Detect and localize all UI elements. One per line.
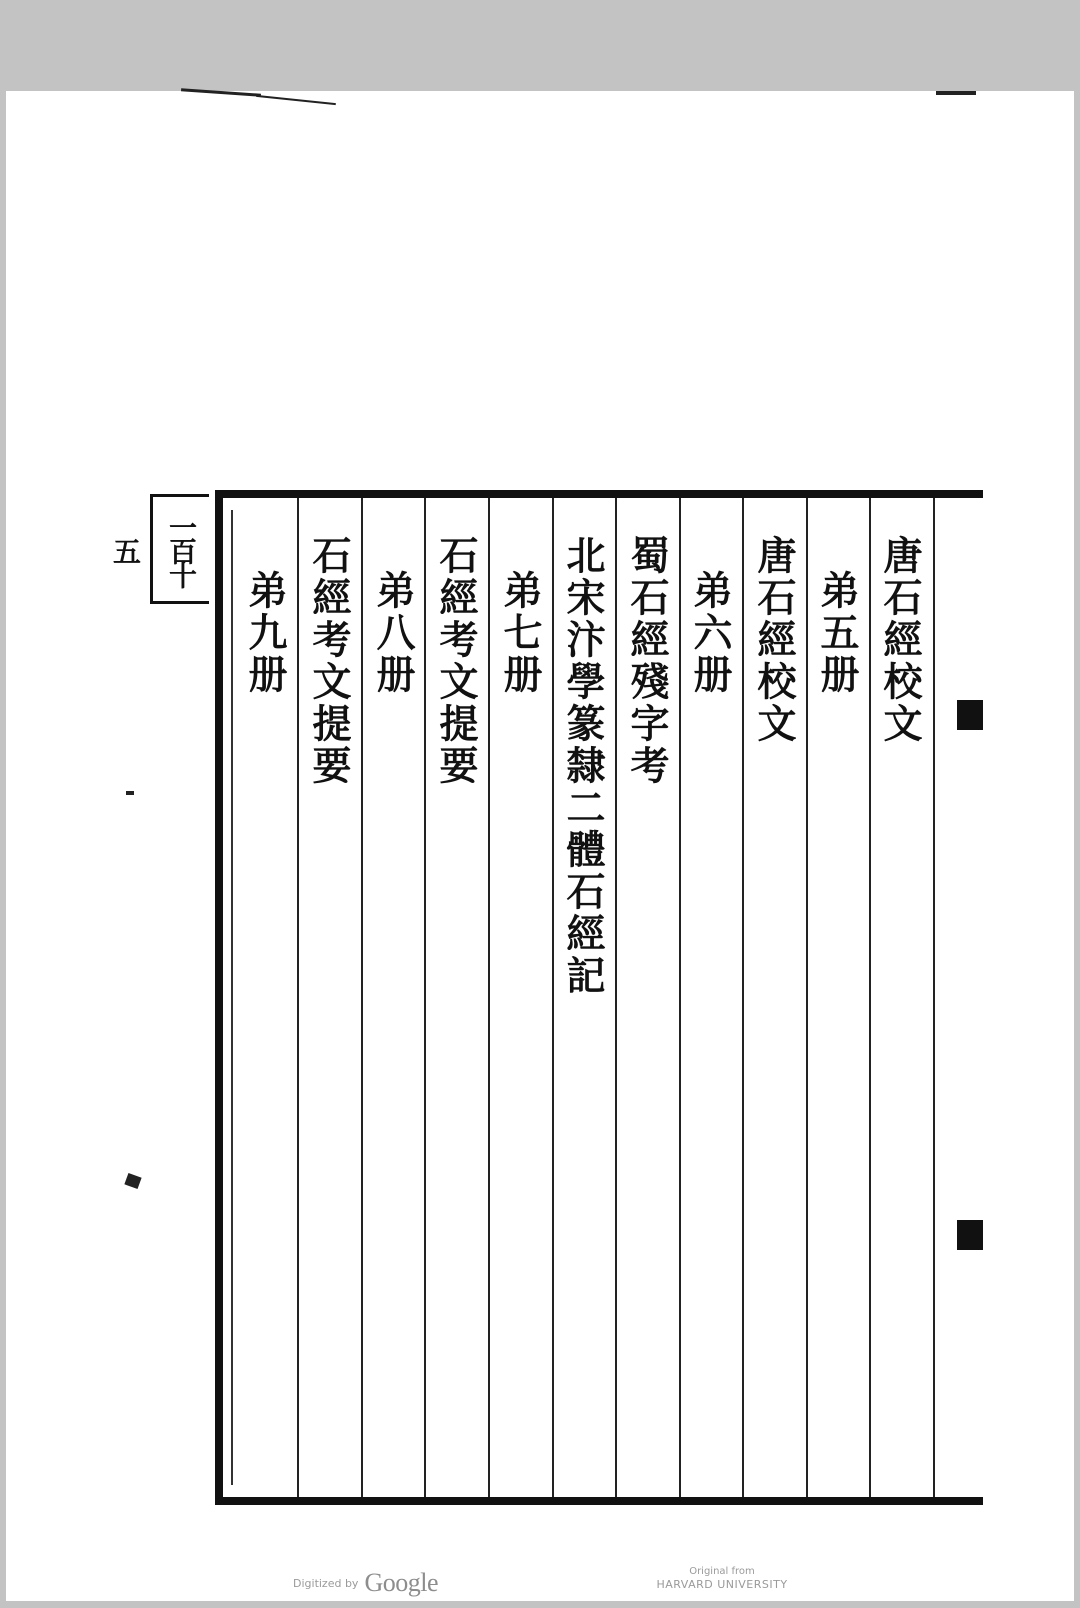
page-edge-mark [957, 700, 983, 730]
ink-speck [126, 791, 134, 795]
column-text: 弟八册 [370, 570, 416, 696]
column-text: 唐石經校文 [751, 535, 797, 745]
ink-speck [181, 88, 261, 97]
harvard-text: HARVARD UNIVERSITY [656, 1578, 788, 1591]
original-from-text: Original from [689, 1566, 755, 1577]
column-text: 蜀石經殘字考 [624, 535, 670, 787]
column-rule [933, 498, 935, 1497]
column-text: 石經考文提要 [306, 535, 352, 787]
column-text: 弟九册 [242, 570, 288, 696]
folio-box [109, 494, 209, 604]
google-logo: Google [364, 1568, 438, 1597]
frame-inner-rule [231, 510, 233, 1485]
column-text: 北宋汴學篆隸二體石經記 [560, 535, 606, 997]
frame-bottom-rule [215, 1497, 983, 1505]
column-text: 弟五册 [814, 570, 860, 696]
page-edge-mark [957, 1220, 983, 1250]
ink-speck [124, 1173, 141, 1189]
frame-left-rule [215, 490, 223, 1505]
google-watermark [293, 1558, 438, 1598]
digitized-by-text: Digitized by [293, 1577, 359, 1590]
frame-top-rule [215, 490, 983, 498]
column-text: 弟七册 [497, 570, 543, 696]
ink-speck [936, 91, 976, 95]
harvard-watermark [652, 1566, 792, 1592]
column-text: 石經考文提要 [433, 535, 479, 787]
column-text: 弟六册 [687, 570, 733, 696]
text-frame [215, 490, 983, 1505]
folio-number: 一百十五 [109, 513, 198, 585]
ink-speck [256, 95, 336, 105]
column-text: 唐石經校文 [877, 535, 923, 745]
